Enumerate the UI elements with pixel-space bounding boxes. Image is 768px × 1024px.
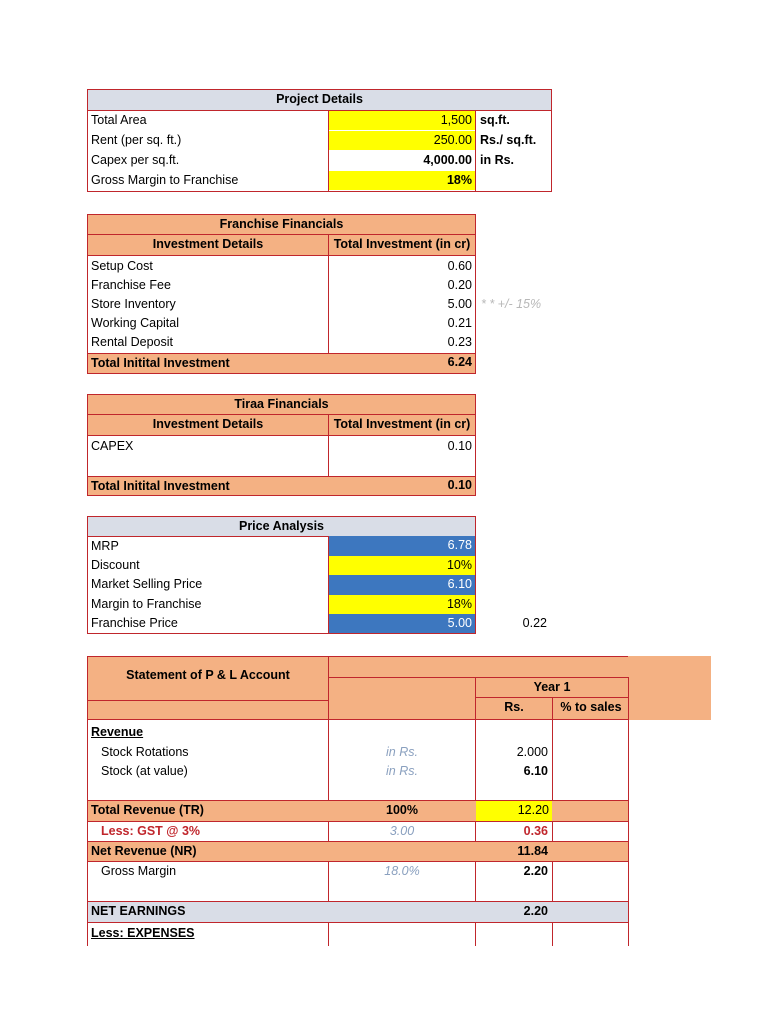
project-row-value: 250.00	[329, 131, 475, 150]
tiraa-col-total-investment: Total Investment (in cr)	[328, 414, 476, 436]
price-row-value: 18%	[329, 595, 475, 614]
franchise-row-label: Franchise Fee	[91, 278, 171, 292]
pl-net-revenue-value: 11.84	[517, 844, 548, 858]
franchise-row-label: Setup Cost	[91, 259, 153, 273]
franchise-row-value: 0.20	[447, 278, 472, 292]
pl-line	[87, 922, 629, 923]
pl-stock-value-value: 6.10	[523, 764, 548, 778]
pl-gst-note: 3.00	[389, 824, 415, 838]
pl-stock-rotations-label: Stock Rotations	[101, 745, 189, 759]
project-row-value: 4,000.00	[423, 153, 472, 167]
tiraa-col-investment-details: Investment Details	[87, 414, 329, 436]
franchise-col-investment-details: Investment Details	[87, 234, 329, 256]
price-row-value: 6.78	[329, 536, 475, 556]
price-row-label: MRP	[91, 539, 119, 553]
tiraa-row-value: 0.10	[447, 439, 472, 453]
pl-stock-rotations-value: 2.000	[516, 745, 548, 759]
tiraa-col-divider	[328, 436, 329, 476]
pl-gross-margin-value: 2.20	[523, 864, 548, 878]
project-row-label: Capex per sq.ft.	[91, 153, 180, 167]
franchise-col-total-investment: Total Investment (in cr)	[328, 234, 476, 256]
price-row-label: Market Selling Price	[91, 577, 203, 591]
franchise-row-value: 0.23	[447, 335, 472, 349]
franchise-row-label: Working Capital	[91, 316, 180, 330]
pl-gross-margin-pct: 18.0%	[384, 864, 420, 878]
franchise-total-label: Total Initital Investment	[87, 353, 476, 374]
pl-total-revenue-label: Total Revenue (TR)	[91, 803, 204, 817]
franchise-total-value: 6.24	[447, 355, 472, 369]
tiraa-title: Tiraa Financials	[87, 394, 476, 415]
franchise-row-value: 0.60	[447, 259, 472, 273]
pl-revenue-heading: Revenue	[91, 725, 144, 739]
project-row-unit: in Rs.	[480, 153, 515, 167]
franchise-col-divider	[328, 256, 329, 353]
price-row-value: 10%	[329, 556, 475, 575]
price-row-label: Discount	[91, 558, 140, 572]
pl-net-earnings-label: NET EARNINGS	[91, 904, 186, 918]
pl-gst-value: 0.36	[523, 824, 548, 838]
pl-gross-margin-label: Gross Margin	[101, 864, 177, 878]
project-row-value: 1,500	[329, 111, 475, 130]
franchise-row-value: 5.00	[447, 297, 472, 311]
pl-year-header: Year 1	[533, 680, 571, 694]
pl-stock-value-note: in Rs.	[386, 764, 418, 778]
project-row-label: Gross Margin to Franchise	[91, 173, 239, 187]
price-row-value: 5.00	[329, 614, 475, 633]
project-row-value: 18%	[329, 171, 475, 190]
project-row-unit: Rs./ sq.ft.	[480, 133, 537, 147]
pl-net-earnings-value: 2.20	[523, 904, 548, 918]
project-row-label: Total Area	[91, 113, 147, 127]
pl-header-bottom	[87, 719, 629, 720]
price-col-divider	[328, 536, 329, 634]
franchise-row-value: 0.21	[447, 316, 472, 330]
project-details-title: Project Details	[87, 89, 552, 111]
project-col-divider	[328, 111, 329, 192]
price-row-label: Franchise Price	[91, 616, 178, 630]
pl-col-pct-sales: % to sales	[560, 700, 622, 714]
pl-col-rs: Rs.	[504, 700, 524, 714]
pl-top-line	[328, 656, 628, 657]
tiraa-total-value: 0.10	[447, 478, 472, 492]
pl-less-expenses-label: Less: EXPENSES	[91, 926, 195, 940]
price-analysis-title: Price Analysis	[87, 516, 476, 537]
franchise-row-label: Rental Deposit	[91, 335, 173, 349]
price-row-label: Margin to Franchise	[91, 597, 202, 611]
pl-total-revenue-value: 12.20	[476, 801, 552, 821]
pl-stock-value-label: Stock (at value)	[101, 764, 188, 778]
tiraa-row-label: CAPEX	[91, 439, 134, 453]
project-col-divider	[475, 111, 476, 192]
pl-net-revenue-label: Net Revenue (NR)	[91, 844, 197, 858]
pl-right-border	[628, 677, 629, 946]
pl-title: Statement of P & L Account	[126, 668, 290, 682]
project-row-label: Rent (per sq. ft.)	[91, 133, 182, 147]
price-side-value: 0.22	[522, 616, 547, 630]
pl-gst-label: Less: GST @ 3%	[101, 824, 201, 838]
franchise-row-label: Store Inventory	[91, 297, 176, 311]
franchise-inventory-note: * * +/- 15%	[481, 297, 542, 311]
franchise-title: Franchise Financials	[87, 214, 476, 235]
pl-stock-rotations-note: in Rs.	[386, 745, 418, 759]
price-row-value: 6.10	[329, 575, 475, 595]
project-row-unit: sq.ft.	[480, 113, 510, 127]
pl-total-revenue-pct: 100%	[386, 803, 418, 817]
tiraa-total-label: Total Initital Investment	[87, 476, 476, 496]
